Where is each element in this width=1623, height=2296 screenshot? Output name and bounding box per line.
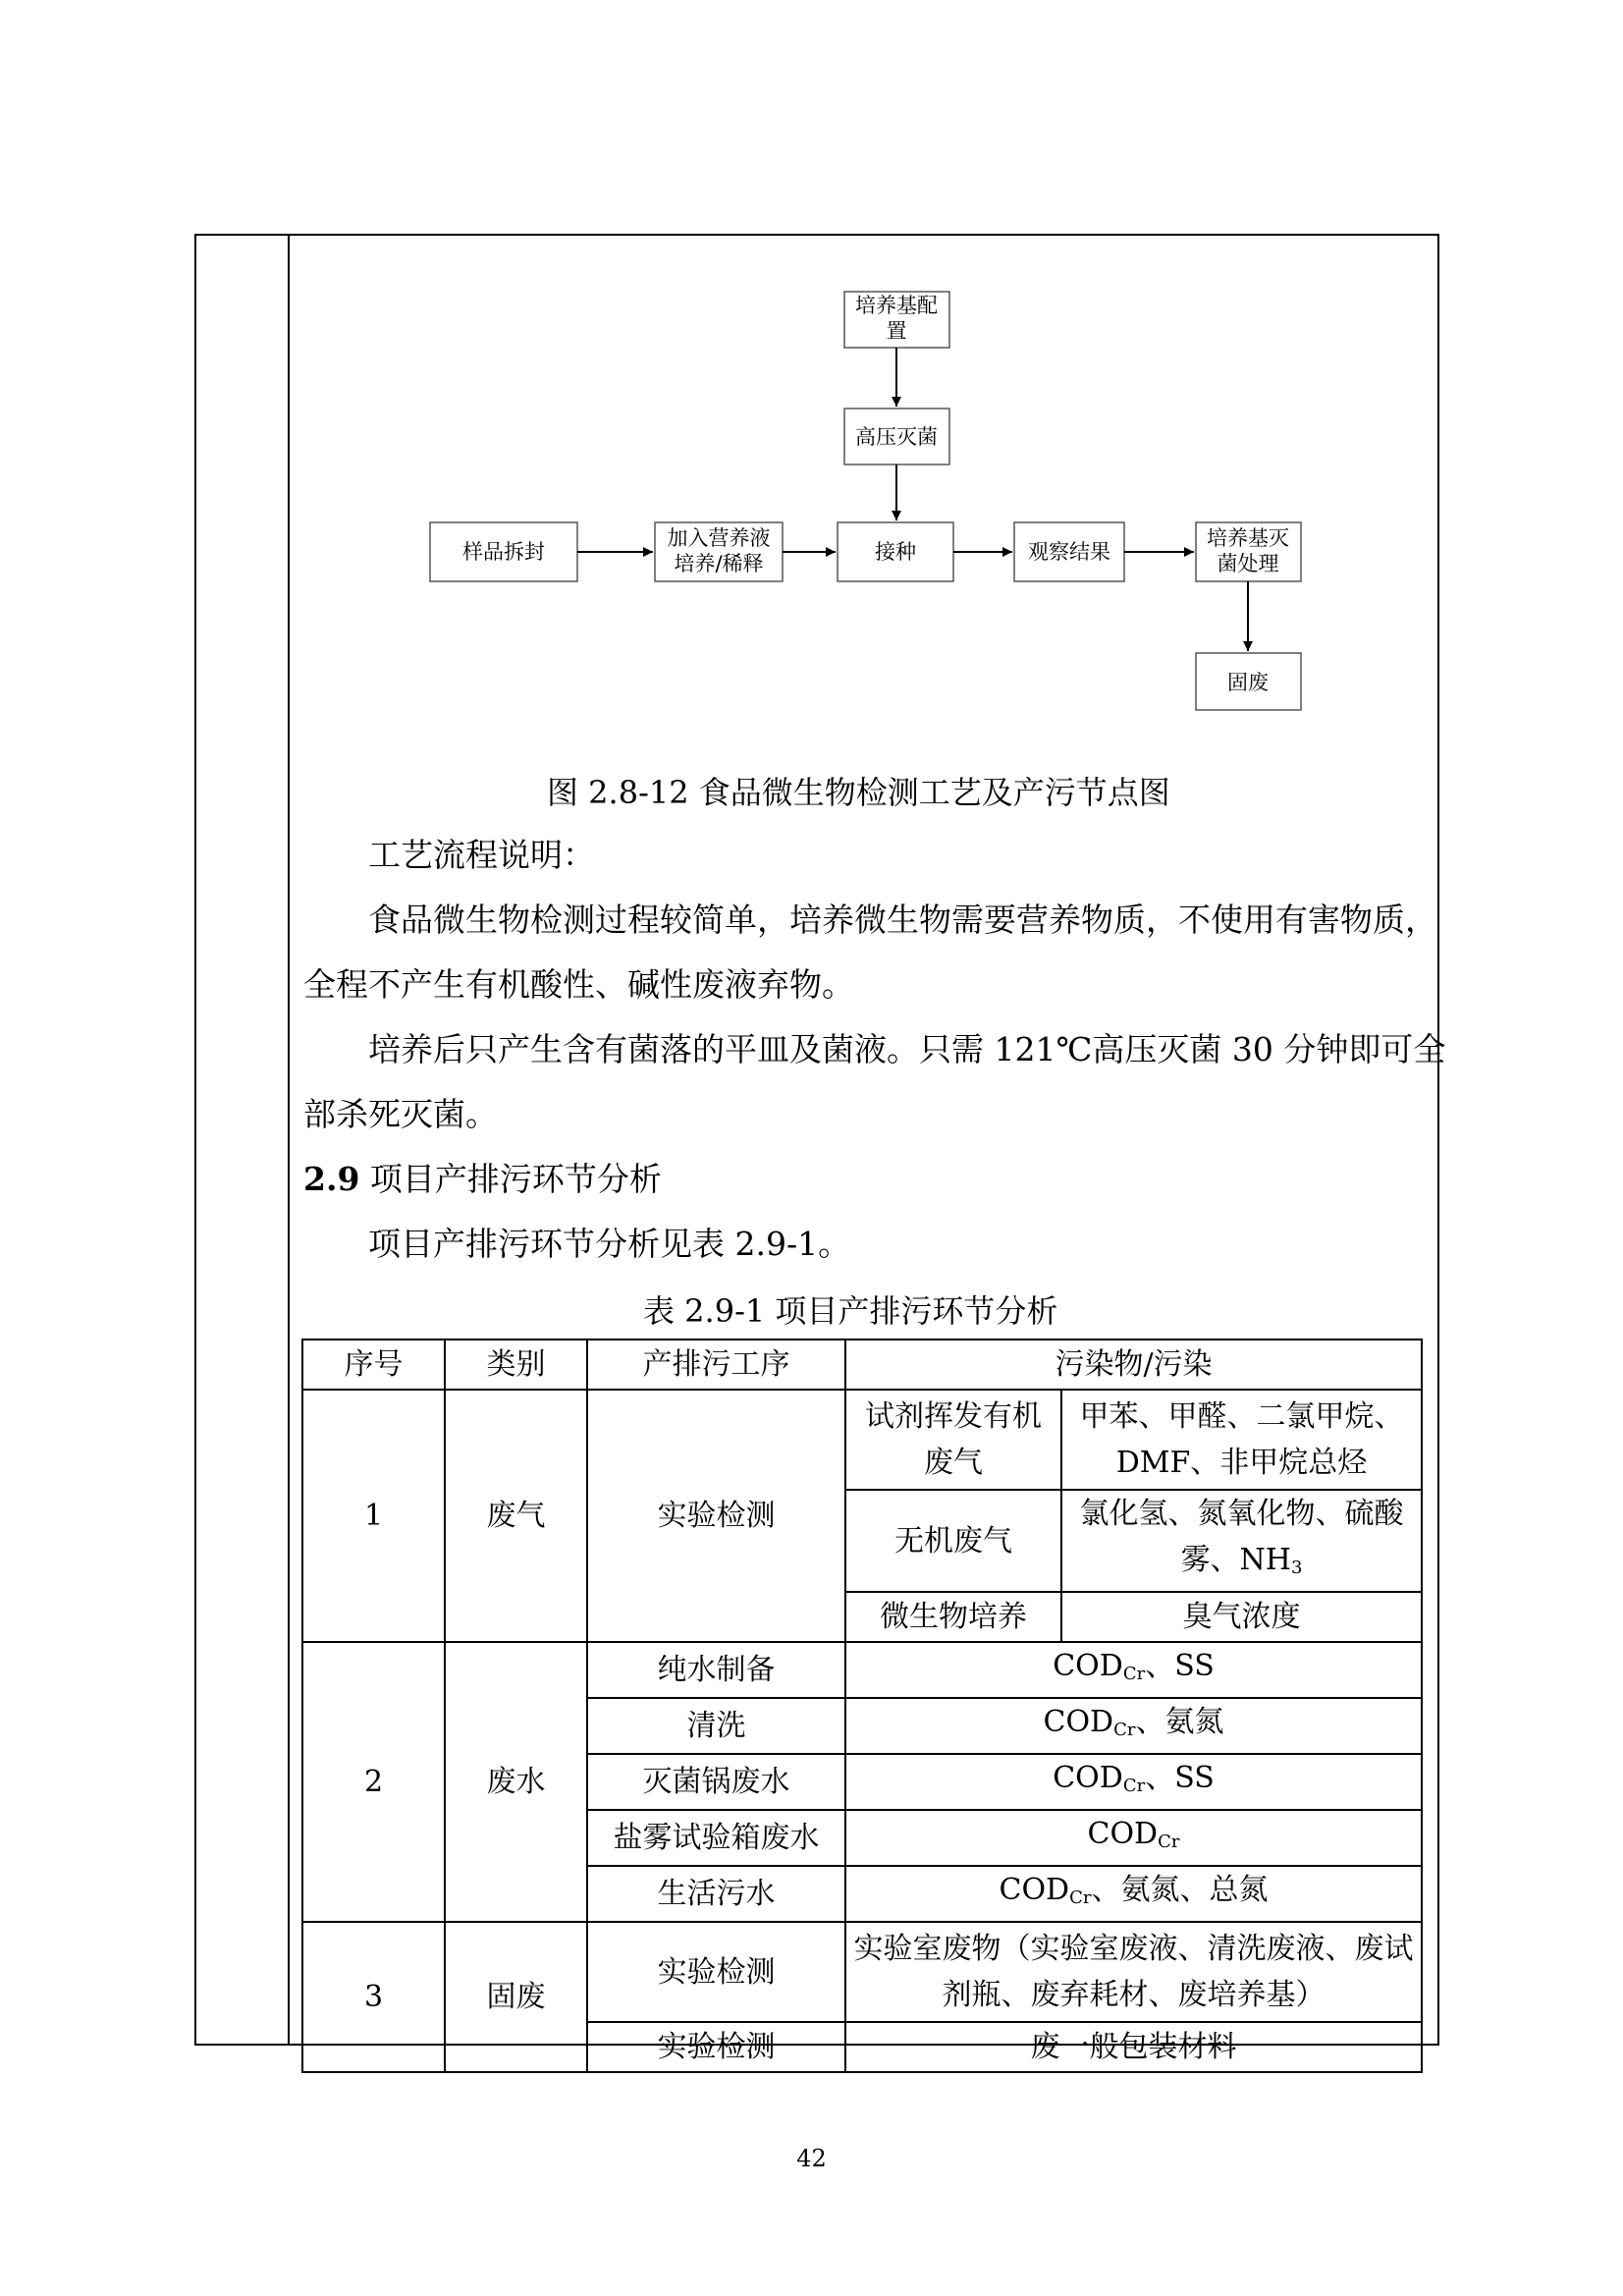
cod-subscript: Cr xyxy=(1122,1664,1146,1684)
gas-pollutant-1-line-1: 甲苯、甲醛、二氯甲烷、 xyxy=(1079,1399,1404,1434)
gas-process: 实验检测 xyxy=(587,1390,845,1642)
water-pollutant-3-tail: 、SS xyxy=(1145,1761,1215,1795)
pollution-table xyxy=(301,1339,1423,2073)
gas-pollutant-3: 臭气浓度 xyxy=(1061,1592,1422,1642)
node-solid-waste-label: 固废 xyxy=(1227,671,1269,694)
water-pollutant-5 xyxy=(845,1866,1422,1922)
solid-pollutant-1-line-1: 实验室废物（实验室废液、清洗废液、废试 xyxy=(853,1932,1414,1966)
cod-label: COD xyxy=(1087,1817,1159,1851)
table-row xyxy=(302,1390,1422,1490)
paragraph-1-line-1: 食品微生物检测过程较简单，培养微生物需要营养物质，不使用有害物质， xyxy=(368,901,1437,939)
gas-pollutant-2-line-1: 氯化氢、氮氧化物、硫酸 xyxy=(1079,1497,1404,1531)
node-medium-sterilize-label-1: 培养基灭 xyxy=(1207,526,1289,550)
solid-no: 3 xyxy=(302,1922,445,2072)
node-culture-prep-label-2: 置 xyxy=(886,319,907,343)
table-row xyxy=(302,1922,1422,2022)
cod-label: COD xyxy=(1053,1761,1123,1795)
page-number: 42 xyxy=(796,2145,827,2172)
node-add-nutrient-label-1: 加入营养液 xyxy=(667,526,771,550)
cod-subscript: Cr xyxy=(1122,1776,1146,1796)
gas-pollutant-2 xyxy=(1061,1490,1422,1592)
header-pollutant: 污染物/污染 xyxy=(845,1339,1422,1390)
gas-pollutant-2-line-2: 雾、NH xyxy=(1180,1543,1291,1577)
solid-category: 固废 xyxy=(445,1922,587,2072)
gas-pollutant-1-line-2: DMF、非甲烷总烃 xyxy=(1115,1446,1368,1480)
node-add-nutrient-label-2: 培养/稀释 xyxy=(674,552,764,575)
gas-source-1-line-2: 废气 xyxy=(924,1446,983,1480)
water-pollutant-1 xyxy=(845,1642,1422,1698)
paragraph-2-line-2: 部杀死灭菌。 xyxy=(303,1095,498,1133)
node-observe-label: 观察结果 xyxy=(1028,540,1110,564)
figure-caption: 图 2.8-12 食品微生物检测工艺及产污节点图 xyxy=(547,774,1170,811)
cod-label: COD xyxy=(1043,1705,1114,1739)
node-inoculate-label: 接种 xyxy=(875,540,916,564)
cod-subscript: Cr xyxy=(1069,1887,1092,1908)
flowchart xyxy=(0,0,1623,746)
gas-source-1-line-1: 试剂挥发有机 xyxy=(865,1399,1042,1434)
water-process-2: 清洗 xyxy=(587,1698,845,1754)
solid-pollutant-2: 废一般包装材料 xyxy=(845,2022,1422,2072)
gas-source-3: 微生物培养 xyxy=(845,1592,1061,1642)
water-no: 2 xyxy=(302,1642,445,1922)
header-process: 产排污工序 xyxy=(587,1339,845,1390)
node-medium-sterilize-label-2: 菌处理 xyxy=(1217,552,1279,575)
table-caption: 表 2.9-1 项目产排污环节分析 xyxy=(643,1292,1058,1330)
cod-subscript: Cr xyxy=(1113,1720,1136,1740)
water-pollutant-2-tail: 、氨氮 xyxy=(1135,1705,1224,1739)
water-category: 废水 xyxy=(445,1642,587,1922)
section-title: 项目产排污环节分析 xyxy=(359,1160,662,1198)
gas-source-1 xyxy=(845,1390,1061,1490)
header-no: 序号 xyxy=(302,1339,445,1390)
node-autoclave-label: 高压灭菌 xyxy=(855,425,938,449)
gas-pollutant-1 xyxy=(1061,1390,1422,1490)
section-intro: 项目产排污环节分析见表 2.9-1。 xyxy=(368,1225,851,1263)
solid-pollutant-1-line-2: 剂瓶、废弃耗材、废培养基） xyxy=(942,1978,1325,2012)
gas-no: 1 xyxy=(302,1390,445,1642)
gas-category: 废气 xyxy=(445,1390,587,1642)
water-process-5: 生活污水 xyxy=(587,1866,845,1922)
water-pollutant-2 xyxy=(845,1698,1422,1754)
section-number: 2.9 xyxy=(303,1160,360,1198)
water-pollutant-3 xyxy=(845,1754,1422,1810)
nh3-subscript: 3 xyxy=(1290,1558,1303,1578)
water-pollutant-4 xyxy=(845,1810,1422,1866)
header-category: 类别 xyxy=(445,1339,587,1390)
paragraph-2-line-1: 培养后只产生含有菌落的平皿及菌液。只需 121℃高压灭菌 30 分钟即可全 xyxy=(368,1030,1446,1068)
cod-label: COD xyxy=(999,1873,1070,1907)
table-row xyxy=(302,1642,1422,1698)
solid-process-1: 实验检测 xyxy=(587,1922,845,2022)
node-culture-prep-label-1: 培养基配 xyxy=(855,294,938,317)
table-header-row xyxy=(302,1339,1422,1390)
process-heading: 工艺流程说明： xyxy=(368,836,595,874)
node-unseal-label: 样品拆封 xyxy=(462,540,545,564)
water-pollutant-1-tail: 、SS xyxy=(1145,1649,1215,1683)
cod-subscript: Cr xyxy=(1158,1831,1180,1852)
paragraph-1-line-2: 全程不产生有机酸性、碱性废液弃物。 xyxy=(303,965,854,1004)
water-process-4: 盐雾试验箱废水 xyxy=(587,1810,845,1866)
cod-label: COD xyxy=(1053,1649,1123,1683)
solid-pollutant-1 xyxy=(845,1922,1422,2022)
gas-source-2: 无机废气 xyxy=(845,1490,1061,1592)
water-pollutant-5-tail: 、氨氮、总氮 xyxy=(1091,1873,1269,1907)
solid-process-2: 实验检测 xyxy=(587,2022,845,2072)
section-heading xyxy=(303,1147,662,1212)
water-process-3: 灭菌锅废水 xyxy=(587,1754,845,1810)
water-process-1: 纯水制备 xyxy=(587,1642,845,1698)
